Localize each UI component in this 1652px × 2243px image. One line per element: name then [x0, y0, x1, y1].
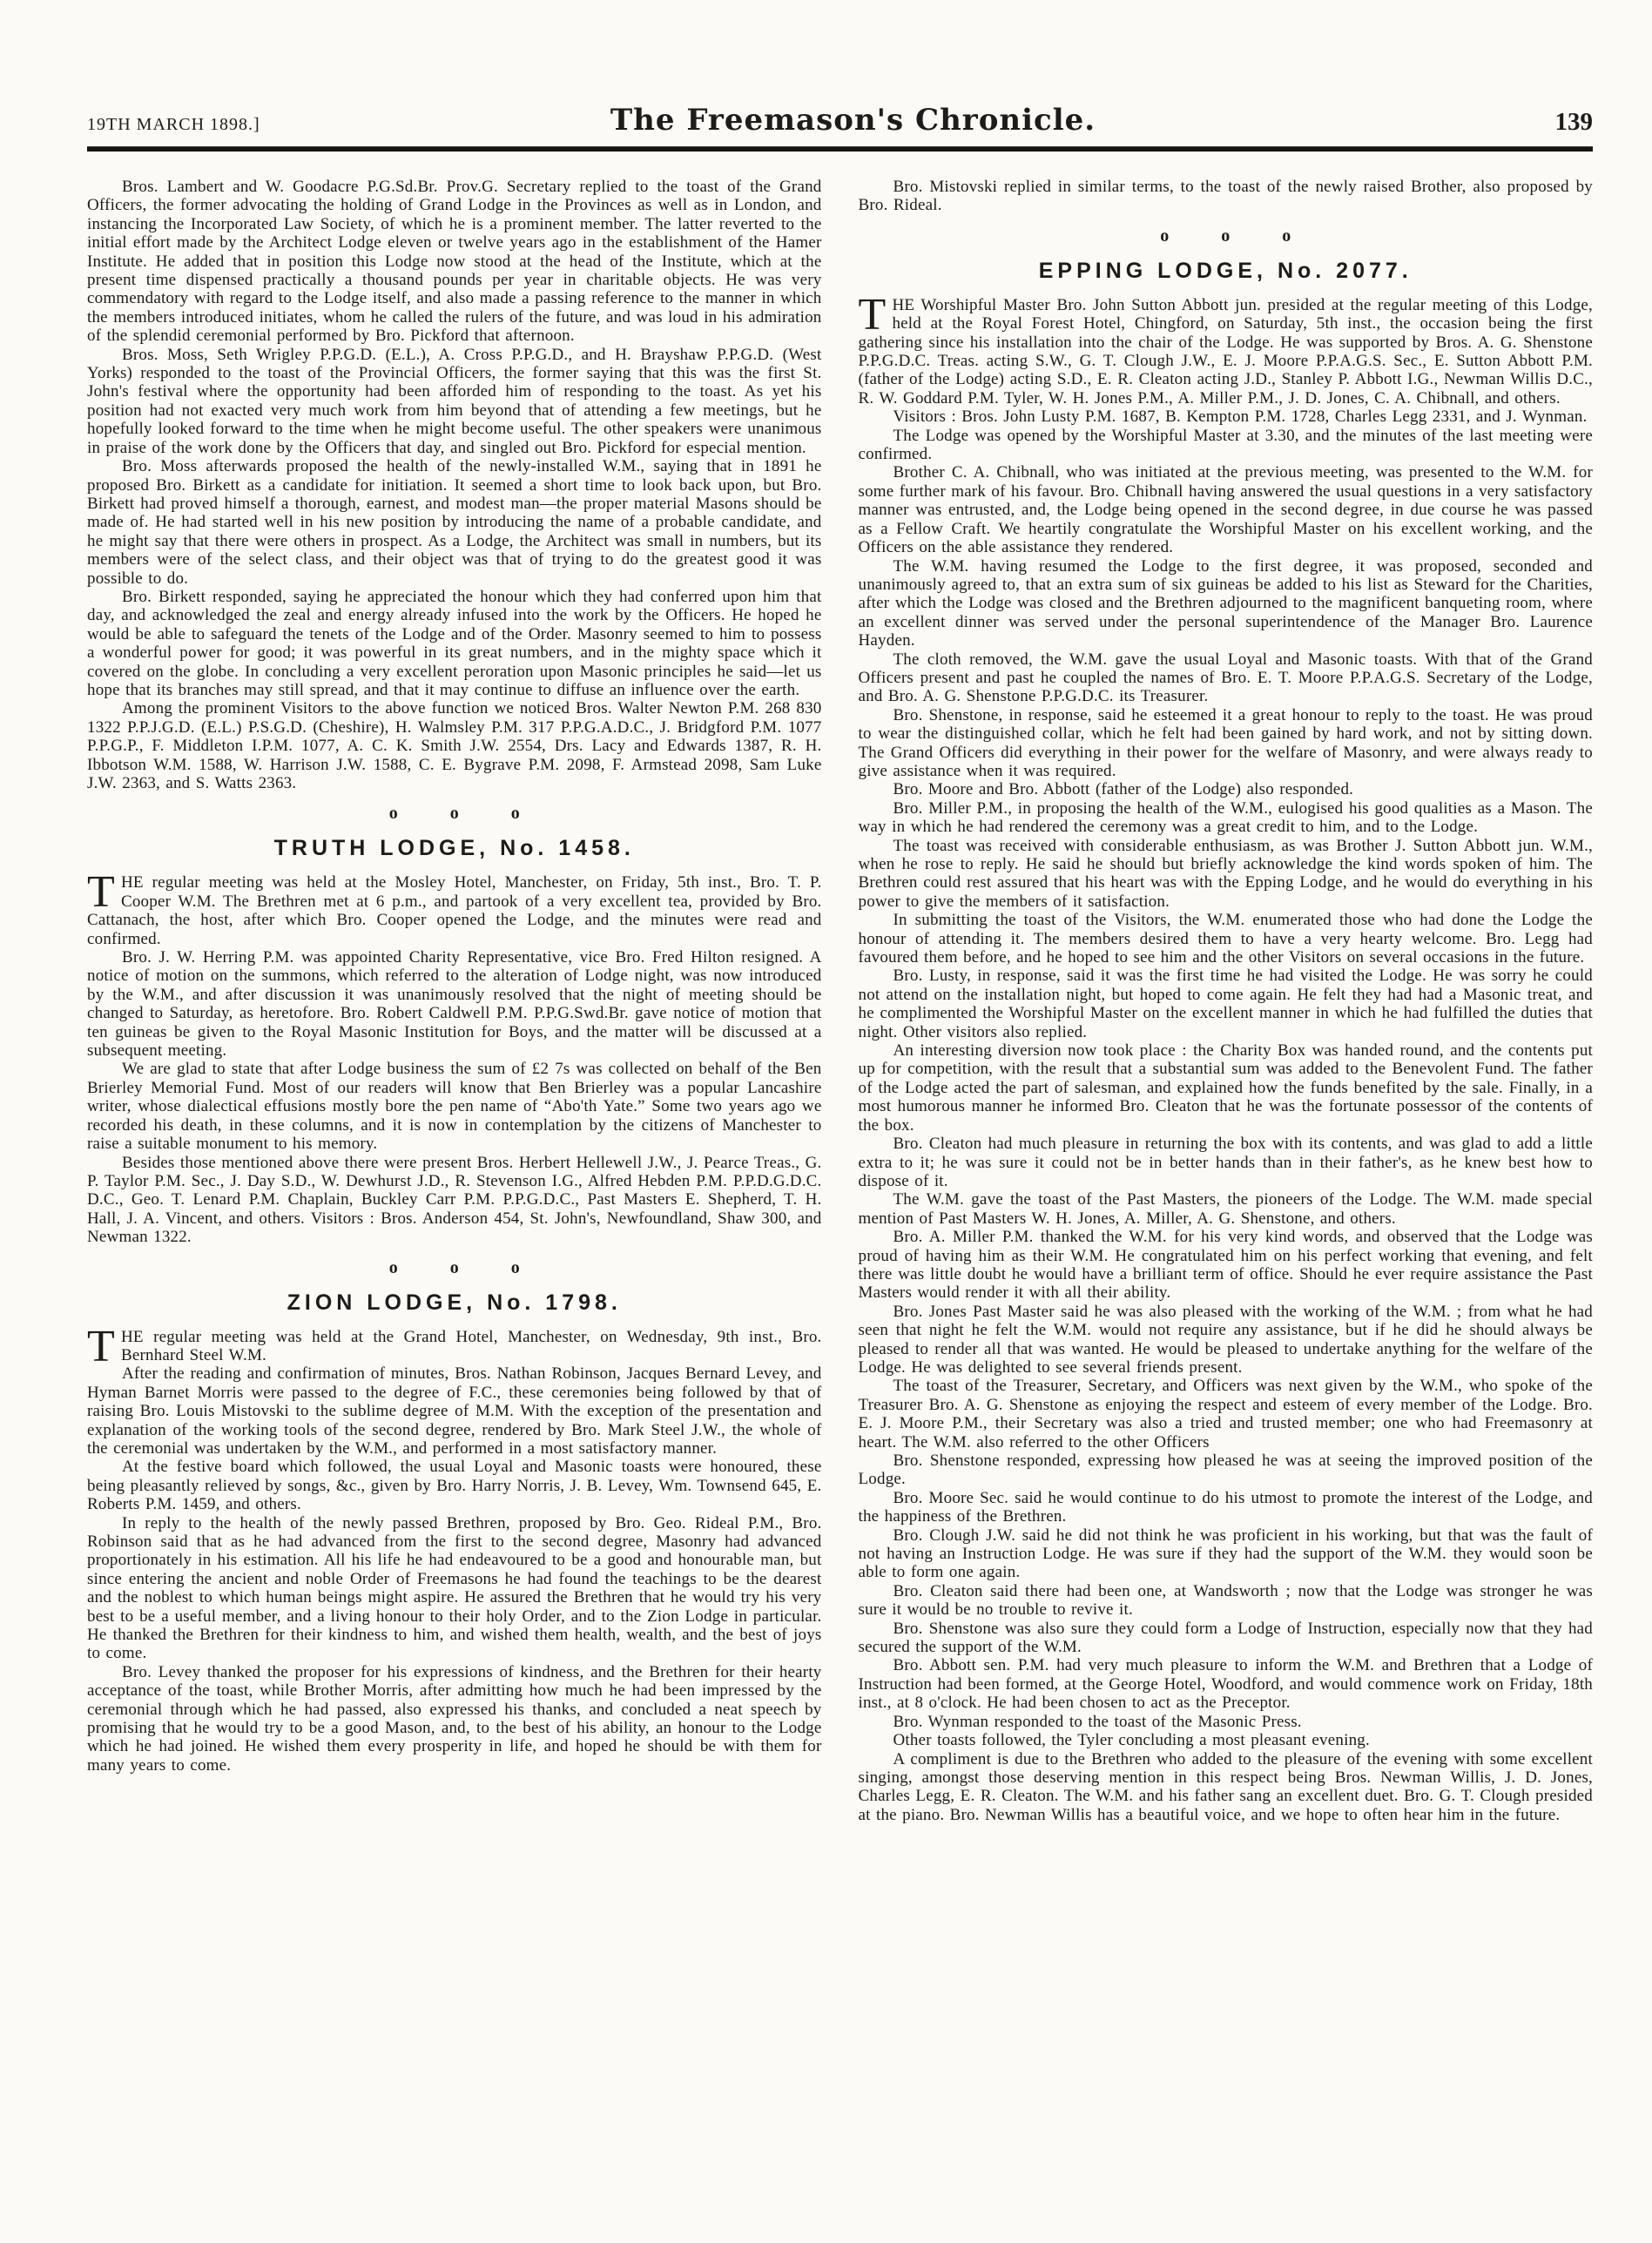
paragraph: Bros. Lambert and W. Goodacre P.G.Sd.Br. Prov.G. Secretary replied to the toast of the Grand Officers, the former advocating the holding of Grand Lodge in the Provinces as well as in London, and instancing the Incorporated Law Society, of which he is a prominent member. The latter reverted to the initial effort made by the Architect Lodge eleven or twelve years ago in the establishment of the Hamer Institute. He added that in position this Lodge now stood at the head of the Institute, which at the present time dispensed practically a thousand pounds per year in charitable objects. He was very commendatory with regard to the Lodge itself, and also made a passing reference to the manner in which the members introduced initiates, whom he called the rulers of the future, and was loud in his admiration of the splendid ceremonial performed by Bro. Pickford that afternoon.	[87, 178, 822, 346]
paragraph: Bros. Moss, Seth Wrigley P.P.G.D. (E.L.), A. Cross P.P.G.D., and H. Brayshaw P.P.G.D. (West Yorks) responded to the toast of the Provincial Officers, the former saying that this was the first St. John's festival where the opportunity had been afforded him of responding to the toast. As yet his position had not exacted very much work from him beyond that of attending a few meetings, but he hopefully looked forward to the time when he might become useful. The other speakers were unanimous in praise of the work done by the Officers that day, and singled out Bro. Pickford for especial mention.	[87, 345, 822, 457]
page-number: 139	[1554, 108, 1593, 136]
drop-cap: T	[858, 289, 887, 340]
paragraph: THE Worshipful Master Bro. John Sutton Abbott jun. presided at the regular meeting of this Lodge, held at the Royal Forest Hotel, Chingford, on Saturday, 5th inst., the occasion being the first gathering since his installation into the chair of the Lodge. He was supported by Bros. A. G. Shenstone P.P.G.D.C. Treas. acting S.W., G. T. Clough J.W., E. J. Moore P.P.A.G.S. Sec., E. Sutton Abbott P.M. (father of the Lodge) acting S.D., E. R. Cleaton acting J.D., Stanley P. Abbott I.G., Newman Willis D.C., R. W. Goddard P.M. Tyler, W. H. Jones P.M., A. Miller P.M., J. D. Jones, C. A. Chibnall, and others.	[858, 289, 1593, 408]
paragraph: Bro. Levey thanked the proposer for his expressions of kindness, and the Brethren for their hearty acceptance of the toast, while Brother Morris, after admitting how much he had been impressed by the ceremonial through which he had passed, also expressed his thanks, and concluded a neat speech by promising that he would try to be a good Mason, and, to the best of his ability, an honour to the Lodge which he had joined. He wished them every prosperity in life, and hoped he should be with them for many years to come.	[87, 1662, 822, 1775]
left-column	[87, 178, 822, 1824]
lodge-heading: TRUTH LODGE, No. 1458.	[273, 836, 635, 861]
paragraph: Bro. Lusty, in response, said it was the first time he had visited the Lodge. He was sorry he could not attend on the installation night, but hoped to come again. He felt they had had a Masonic treat, and he complimented the Worshipful Master on the excellent manner in which he had fulfilled the duties that night. Other visitors also replied.	[858, 967, 1593, 1041]
separator-glyph: o	[1221, 226, 1231, 246]
paragraph: Brother C. A. Chibnall, who was initiated at the previous meeting, was presented to the W.M. for some further mark of his favour. Bro. Chibnall having answered the usual questions in a very satisfactory manner was entrusted, and, the Lodge being opened in the second degree, in due course he was passed as a Fellow Craft. We heartily congratulate the Worshipful Master on his excellent working, and the Officers on the able assistance they rendered.	[858, 463, 1593, 557]
lodge-heading: EPPING LODGE, No. 2077.	[1038, 258, 1413, 283]
separator-glyph: o	[388, 1257, 398, 1277]
separator-glyph: o	[1160, 226, 1170, 246]
drop-cap: T	[87, 1321, 115, 1371]
section-separator	[87, 805, 822, 822]
paragraph: After the reading and confirmation of minutes, Bros. Nathan Robinson, Jacques Bernard Levey, and Hyman Barnet Morris were passed to the degree of F.C., these ceremonies being followed by that of raising Bro. Louis Mistovski to the sublime degree of M.M. With the exception of the presentation and explanation of the working tools of the second degree, rendered by Bro. Mark Steel J.W., the whole of the ceremonial was undertaken by the W.M., and performed in a most satisfactory manner.	[87, 1364, 822, 1458]
paragraph: Bro. Jones Past Master said he was also pleased with the working of the W.M. ; from what he had seen that night he felt the W.M. would not require any assistance, but if he did he should always be pleased to render all that was wanted. He would be pleased to undertake anything for the welfare of the Lodge. He was delighted to see several friends present.	[858, 1302, 1593, 1377]
right-column	[859, 178, 1594, 1824]
paragraph: In submitting the toast of the Visitors, the W.M. enumerated those who had done the Lodge the honour of attending it. The members desired them to have a very hearty welcome. Bro. Legg had favoured them before, and he hoped to see him and the other Visitors on several occasions in the future.	[858, 911, 1593, 967]
article-columns	[87, 178, 1593, 1824]
lodge-heading: ZION LODGE, No. 1798.	[287, 1290, 622, 1315]
paragraph: Bro. Wynman responded to the toast of the Masonic Press.	[893, 1712, 1302, 1731]
paragraph: Bro. Moore and Bro. Abbott (father of the Lodge) also responded.	[893, 780, 1354, 799]
paragraph: Among the prominent Visitors to the above function we noticed Bros. Walter Newton P.M. 268 830 1322 P.P.J.G.D. (E.L.) P.S.G.D. (Cheshire), H. Walmsley P.M. 317 P.P.G.A.D.C., J. Bridgford P.M. 1077 P.P.G.P., F. Middleton I.P.M. 1077, A. C. K. Smith J.W. 2554, Drs. Lacy and Edwards 1387, R. H. Ibbotson W.M. 1588, W. Harrison J.W. 1588, C. E. Bygrave P.M. 2098, F. Armstead 2098, Sam Luke J.W. 2363, and S. Watts 2363.	[87, 699, 822, 792]
section-separator	[87, 1259, 822, 1276]
masthead	[87, 103, 1593, 138]
paragraph: Bro. J. W. Herring P.M. was appointed Charity Representative, vice Bro. Fred Hilton resigned. A notice of motion on the summons, which referred to the alteration of Lodge night, was now introduced by the W.M., and after discussion it was unanimously resolved that the night of meeting should be changed to Saturday, as heretofore. Bro. Robert Caldwell P.M. P.P.G.Swd.Br. gave notice of motion that ten guineas be given to the Royal Masonic Institution for Boys, and the matter will be discussed at a subsequent meeting.	[87, 948, 822, 1061]
separator-glyph: o	[510, 804, 520, 824]
paragraph: The W.M. having resumed the Lodge to the first degree, it was proposed, seconded and unanimously agreed to, that an extra sum of six guineas be added to his list as Steward for the Charities, after which the Lodge was closed and the Brethren adjourned to the magnificent banqueting room, where an excellent dinner was served under the personal superintendence of the Manager Bro. Laurence Hayden.	[858, 556, 1593, 650]
paragraph: The toast was received with considerable enthusiasm, as was Brother J. Sutton Abbott jun. W.M., when he rose to reply. He said he should but briefly acknowledge the kind words spoken of him. The Brethren could rest assured that his heart was with the Epping Lodge, and he would do everything in his power to give the members of it satisfaction.	[858, 836, 1593, 911]
paragraph: We are glad to state that after Lodge business the sum of £2 7s was collected on behalf of the Ben Brierley Memorial Fund. Most of our readers will know that Ben Brierley was a popular Lancashire writer, whose dialectical effusions mostly bore the pen name of “Abo'th Yate.” Some two years ago we recorded his death, in these columns, and it is now in contemplation by the citizens of Manchester to raise a suitable monument to his memory.	[87, 1060, 822, 1154]
paragraph: Bro. A. Miller P.M. thanked the W.M. for his very kind words, and observed that the Lodge was proud of having him as their W.M. He congratulated him on his perfect working that evening, and felt there was little doubt he would have a brilliant term of office. Should he ever require assistance the Past Masters would render it with all their ability.	[858, 1228, 1593, 1303]
paragraph: Bro. Cleaton said there had been one, at Wandsworth ; now that the Lodge was stronger he was sure it would be no trouble to revive it.	[858, 1581, 1593, 1620]
paragraph: Bro. Shenstone was also sure they could form a Lodge of Instruction, especially now that they had secured the support of the W.M.	[858, 1619, 1593, 1657]
paragraph: Bro. Birkett responded, saying he appreciated the honour which they had conferred upon him that day, and acknowledged the zeal and energy already infused into the work by the Officers. He hoped he would be able to safeguard the tenets of the Lodge and of the Order. Masonry seemed to him to possess a wonderful power for good; it was powerful in its great numbers, and in the mighty space which it covered on the globe. In concluding a very excellent peroration upon Masonic principles he said—let us hope that its branches may still spread, and that it may continue to diffuse an influence over the earth.	[87, 587, 822, 699]
paragraph: Bro. Miller P.M., in proposing the health of the W.M., eulogised his good qualities as a Mason. The way in which he had rendered the ceremony was a great credit to him, and to the Lodge.	[858, 798, 1593, 837]
separator-glyph: o	[1282, 226, 1291, 246]
paragraph: Bro. Abbott sen. P.M. had very much pleasure to inform the W.M. and Brethren that a Lodge of Instruction had been formed, at the George Hotel, Woodford, and would commence work on Friday, 18th inst., at 8 o'clock. He had been chosen to act as the Preceptor.	[858, 1656, 1593, 1713]
paragraph: A compliment is due to the Brethren who added to the pleasure of the evening with some excellent singing, amongst those deserving mention in this respect being Bros. Newman Willis, J. D. Jones, Charles Legg, E. R. Cleaton. The W.M. and his father sang an excellent duet. Bro. G. T. Clough presided at the piano. Bro. Newman Willis has a beautiful voice, and we hope to often hear him in the future.	[858, 1749, 1593, 1824]
paragraph: The Lodge was opened by the Worshipful Master at 3.30, and the minutes of the last meeting were confirmed.	[858, 426, 1593, 464]
paragraph: At the festive board which followed, the usual Loyal and Masonic toasts were honoured, these being pleasantly relieved by songs, &c., given by Bro. Harry Norris, J. B. Levey, Wm. Townsend 645, E. Roberts P.M. 1459, and others.	[87, 1458, 822, 1514]
paragraph: Bro. Cleaton had much pleasure in returning the box with its contents, and was glad to add a little extra to it; he was sure it could not be in better hands than in their father's, as he knew best how to dispose of it.	[858, 1135, 1593, 1190]
paragraph: Bro. Shenstone responded, expressing how pleased he was at seeing the improved position of the Lodge.	[858, 1452, 1593, 1489]
paragraph: The W.M. gave the toast of the Past Masters, the pioneers of the Lodge. The W.M. made special mention of Past Masters W. H. Jones, A. Miller, A. G. Shenstone, and others.	[858, 1190, 1593, 1228]
paragraph: In reply to the health of the newly passed Brethren, proposed by Bro. Geo. Rideal P.M., Bro. Robinson said that as he had advanced from the first to the second degree, Masonry had advanced proportionately in his estimation. All his life he had endeavoured to be a good and honourable man, but since entering the ancient and noble Order of Freemasons he had found the teachings to be the dearest and the noblest to which human beings might aspire. He assured the Brethren that he would try his very best to be a useful member, and a living honour to their holy Order, and to the Zion Lodge in particular. He thanked the Brethren for their kindness to him, and wished them health, wealth, and the best of joys to come.	[87, 1513, 822, 1663]
paragraph: THE regular meeting was held at the Grand Hotel, Manchester, on Wednesday, 9th inst., Bro. Bernhard Steel W.M.	[87, 1321, 822, 1371]
paragraph: Bro. Moss afterwards proposed the health of the newly-installed W.M., saying that in 1891 he proposed Bro. Birkett as a candidate for initiation. It seemed a short time to look back upon, but Bro. Birkett had proved himself a thorough, earnest, and modest man—the proper material Masons should be made of. He had started well in his new position by introducing the name of a probable candidate, and he might say that there were others in prospect. As a Lodge, the Architect was small in numbers, but its members were of the select class, and their object was that of trying to do the greatest good it was possible to do.	[87, 457, 822, 588]
paragraph: Besides those mentioned above there were present Bros. Herbert Hellewell J.W., J. Pearce Treas., G. P. Taylor P.M. Sec., J. Day S.D., W. Dewhurst J.D., R. Stevenson I.G., Alfred Hebden P.M. P.P.D.G.D.C. D.C., Geo. T. Lenard P.M. Chaplain, Buckley Carr P.M. P.P.G.D.C., Past Masters E. Shepherd, T. H. Hall, J. A. Vincent, and others. Visitors : Bros. Anderson 454, St. John's, Newfoundland, Shaw 300, and Newman 1322.	[87, 1153, 822, 1247]
paragraph: THE regular meeting was held at the Mosley Hotel, Manchester, on Friday, 5th inst., Bro. T. P. Cooper W.M. The Brethren met at 6 p.m., and partook of a very excellent tea, provided by Bro. Cattanach, the host, after which Bro. Cooper opened the Lodge, and the minutes were read and confirmed.	[87, 867, 822, 948]
paragraph: Visitors : Bros. John Lusty P.M. 1687, B. Kempton P.M. 1728, Charles Legg 2331, and J. Wynman.	[893, 408, 1588, 427]
paragraph: Bro. Mistovski replied in similar terms, to the toast of the newly raised Brother, also proposed by Bro. Rideal.	[858, 178, 1593, 215]
drop-cap: T	[87, 867, 115, 918]
section-separator	[859, 227, 1594, 245]
paragraph: The cloth removed, the W.M. gave the usual Loyal and Masonic toasts. With that of the Grand Officers present and past he coupled the names of Bro. E. T. Moore P.P.A.G.S. Secretary of the Lodge, and Bro. A. G. Shenstone P.P.G.D.C. its Treasurer.	[858, 650, 1593, 706]
separator-glyph: o	[388, 804, 398, 824]
separator-glyph: o	[449, 804, 459, 824]
paragraph: An interesting diversion now took place : the Charity Box was handed round, and the contents put up for competition, with the result that a substantial sum was added to the Benevolent Fund. The father of the Lodge acted the part of salesman, and explained how the funds benefited by the sale. Finally, in a most humorous manner he informed Bro. Cleaton that he was the fortunate possessor of the contents of the box.	[858, 1041, 1593, 1135]
paragraph: The toast of the Treasurer, Secretary, and Officers was next given by the W.M., who spoke of the Treasurer Bro. A. G. Shenstone as enjoying the respect and esteem of every member of the Lodge. Bro. E. J. Moore P.M., their Secretary was also a tried and trusted member; one who had Freemasonry at heart. The W.M. also referred to the other Officers	[858, 1377, 1593, 1452]
paragraph: Bro. Moore Sec. said he would continue to do his utmost to promote the interest of the Lodge, and the happiness of the Brethren.	[858, 1488, 1593, 1526]
paragraph: Bro. Clough J.W. said he did not think he was proficient in his working, but that was the fault of not having an Instruction Lodge. He was sure if they had the support of the W.M. they would soon be able to form one again.	[858, 1526, 1593, 1582]
separator-glyph: o	[449, 1257, 459, 1277]
paragraph: Bro. Shenstone, in response, said he esteemed it a great honour to reply to the toast. He was proud to wear the distinguished collar, which he felt had been gained by hard work, and not by sitting down. The Grand Officers did everything in their power for the welfare of Masonry, and were always ready to give assistance when it was required.	[858, 705, 1593, 780]
paragraph: Other toasts followed, the Tyler concluding a most pleasant evening.	[893, 1731, 1370, 1750]
separator-glyph: o	[510, 1257, 520, 1277]
page-title: The Freemason's Chronicle.	[610, 103, 1096, 138]
issue-date: 19TH MARCH 1898.]	[87, 115, 260, 134]
masthead-rule	[87, 146, 1593, 152]
